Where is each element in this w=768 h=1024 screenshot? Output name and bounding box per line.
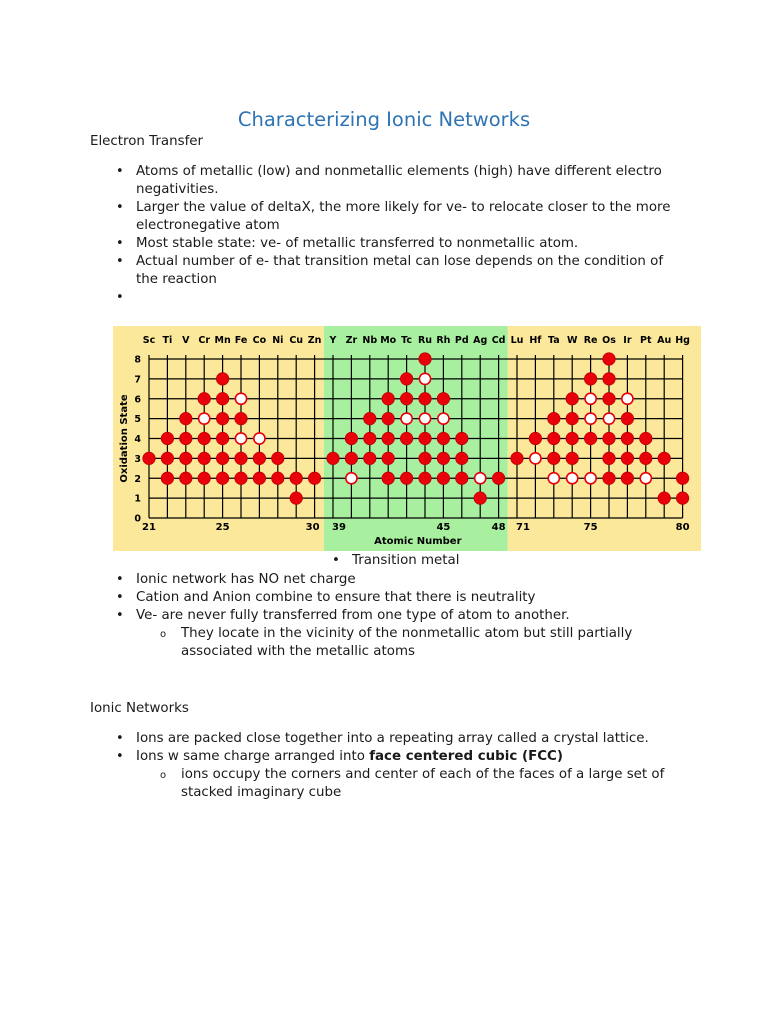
list-item: • Ve- are never fully transferred from one type of atom to another. o They locate in the vicinity of the nonmetallic atom but still partially associated with the metallic atoms: [0, 607, 676, 661]
data-point-open: [235, 433, 246, 444]
x-tick-label: 39: [332, 522, 346, 533]
y-tick-label: 5: [134, 414, 141, 426]
data-point-filled: [419, 393, 431, 405]
data-point-filled: [198, 393, 210, 405]
data-point-filled: [548, 412, 560, 424]
y-tick-label: 6: [134, 394, 141, 406]
list-item-empty: [0, 289, 676, 307]
data-point-filled: [511, 452, 523, 464]
element-label: Nb: [362, 335, 378, 346]
data-point-filled: [382, 432, 394, 444]
element-label: Tc: [401, 335, 413, 346]
data-point-filled: [603, 432, 615, 444]
section-heading-electron-transfer: Electron Transfer: [90, 134, 204, 149]
data-point-filled: [345, 432, 357, 444]
page-title: Characterizing Ionic Networks: [237, 108, 531, 131]
data-point-filled: [621, 452, 633, 464]
y-tick-label: 1: [134, 493, 141, 505]
element-label: Cu: [289, 335, 304, 346]
x-tick-label: 45: [436, 522, 451, 533]
data-point-open: [603, 413, 614, 424]
bullet-icon: •: [332, 553, 340, 568]
y-tick-label: 7: [134, 374, 141, 386]
data-point-filled: [658, 452, 670, 464]
data-point-open: [585, 413, 596, 424]
data-point-filled: [548, 452, 560, 464]
data-point-filled: [272, 452, 284, 464]
circle-bullet-icon: o: [160, 629, 167, 640]
element-label: Au: [657, 335, 672, 346]
data-point-filled: [235, 412, 247, 424]
data-point-filled: [216, 452, 228, 464]
element-label: Cd: [491, 335, 506, 346]
data-point-filled: [180, 412, 192, 424]
data-point-filled: [161, 432, 173, 444]
data-point-open: [235, 393, 246, 404]
element-label: Os: [602, 335, 616, 346]
data-point-filled: [400, 373, 412, 385]
bullet-icon: •: [116, 200, 124, 215]
data-point-open: [640, 473, 651, 484]
element-label: Rh: [436, 335, 451, 346]
data-point-filled: [566, 412, 578, 424]
data-point-open: [346, 473, 357, 484]
x-tick-label: 80: [675, 522, 690, 533]
data-point-filled: [198, 452, 210, 464]
list-item: • Larger the value of deltaX, the more likely for ve- to relocate closer to the more electronegative atom: [116, 200, 671, 233]
data-point-filled: [180, 452, 192, 464]
data-point-filled: [161, 472, 173, 484]
data-point-filled: [364, 412, 376, 424]
y-tick-label: 0: [134, 513, 141, 525]
chart-caption-list: [0, 552, 459, 570]
data-point-filled: [364, 452, 376, 464]
data-point-filled: [566, 393, 578, 405]
data-point-filled: [345, 452, 357, 464]
data-point-filled: [382, 452, 394, 464]
data-point-filled: [216, 432, 228, 444]
data-point-filled: [198, 472, 210, 484]
element-label: Mn: [214, 335, 231, 346]
data-point-filled: [180, 432, 192, 444]
data-point-filled: [566, 432, 578, 444]
data-point-filled: [382, 472, 394, 484]
data-point-filled: [621, 432, 633, 444]
x-axis-label: Atomic Number: [374, 536, 462, 547]
x-tick-label: 30: [305, 522, 320, 533]
element-label: Hf: [529, 335, 542, 346]
data-point-filled: [382, 412, 394, 424]
x-tick-label: 21: [142, 522, 156, 533]
element-label: Ni: [272, 335, 284, 346]
data-point-open: [419, 373, 430, 384]
data-point-filled: [290, 472, 302, 484]
element-label: Pt: [640, 335, 652, 346]
element-label: Pd: [454, 335, 469, 346]
data-point-open: [622, 393, 633, 404]
y-tick-label: 2: [134, 473, 141, 485]
data-point-filled: [437, 393, 449, 405]
data-point-filled: [400, 432, 412, 444]
data-point-filled: [180, 472, 192, 484]
element-label: Ta: [547, 335, 560, 346]
y-axis-label: Oxidation State: [119, 394, 130, 483]
data-point-filled: [437, 472, 449, 484]
list-item: • Cation and Anion combine to ensure that there is neutrality: [116, 590, 536, 605]
data-point-open: [438, 413, 449, 424]
data-point-filled: [216, 393, 228, 405]
element-label: Ru: [417, 335, 433, 346]
data-point-filled: [253, 452, 265, 464]
data-point-filled: [529, 432, 541, 444]
data-point-filled: [400, 393, 412, 405]
data-point-filled: [603, 472, 615, 484]
bullet-icon: •: [116, 164, 124, 179]
data-point-filled: [290, 492, 302, 504]
circle-bullet-icon: o: [160, 770, 167, 781]
oxidation-state-chart-svg: [113, 326, 701, 551]
element-label: Ir: [623, 335, 632, 346]
x-tick-label: 71: [516, 522, 530, 533]
data-point-filled: [419, 472, 431, 484]
data-point-filled: [308, 472, 320, 484]
data-point-filled: [603, 452, 615, 464]
data-point-filled: [676, 472, 688, 484]
list-item: • Ionic network has NO net charge: [116, 572, 356, 587]
data-point-filled: [327, 452, 339, 464]
y-tick-label: 3: [134, 453, 141, 465]
list-item: • Ions w same charge arranged into face centered cubic (FCC) o ions occupy the corners and center of each of the faces of a large set of stacked imaginary cube: [0, 748, 676, 802]
data-point-filled: [437, 432, 449, 444]
electron-transfer-list: [0, 163, 676, 307]
data-point-filled: [456, 452, 468, 464]
list-item: • Actual number of e- that transition metal can lose depends on the condition of the reaction: [116, 254, 664, 287]
element-label: Re: [583, 335, 598, 346]
oxidation-state-chart: [113, 326, 701, 551]
element-label: Lu: [510, 335, 524, 346]
data-point-open: [548, 473, 559, 484]
section-heading-ionic-networks: Ionic Networks: [90, 701, 189, 716]
data-point-filled: [382, 393, 394, 405]
data-point-filled: [603, 353, 615, 365]
element-label: Sc: [142, 335, 156, 346]
sub-list: [136, 766, 676, 802]
ionic-network-list: [0, 571, 676, 661]
data-point-filled: [198, 432, 210, 444]
data-point-filled: [621, 472, 633, 484]
data-point-filled: [419, 353, 431, 365]
bullet-icon: •: [116, 236, 124, 251]
sub-list-item: o They locate in the vicinity of the nonmetallic atom but still partially associated with the metallic atoms: [160, 626, 633, 659]
data-point-filled: [364, 432, 376, 444]
sub-list-item: o ions occupy the corners and center of each of the faces of a large set of stacked imaginary cube: [160, 767, 665, 800]
data-point-filled: [216, 472, 228, 484]
data-point-filled: [437, 452, 449, 464]
data-point-open: [530, 453, 541, 464]
bullet-icon: •: [116, 572, 124, 587]
element-label: Fe: [234, 335, 248, 346]
data-point-filled: [603, 373, 615, 385]
data-point-filled: [216, 373, 228, 385]
data-point-filled: [548, 432, 560, 444]
data-point-filled: [474, 492, 486, 504]
list-item: • Atoms of metallic (low) and nonmetallic elements (high) have different electro negativities.: [116, 164, 662, 197]
element-label: Hg: [675, 335, 690, 346]
data-point-filled: [253, 472, 265, 484]
data-point-open: [585, 393, 596, 404]
element-label: V: [182, 335, 190, 346]
data-point-filled: [676, 492, 688, 504]
bullet-icon: •: [116, 731, 124, 746]
ionic-networks-list: [0, 730, 676, 802]
x-tick-label: 75: [583, 522, 598, 533]
element-label: W: [566, 335, 578, 346]
element-label: Zn: [307, 335, 322, 346]
list-item: • Most stable state: ve- of metallic transferred to nonmetallic atom.: [116, 236, 579, 251]
data-point-open: [475, 473, 486, 484]
data-point-open: [567, 473, 578, 484]
data-point-filled: [640, 452, 652, 464]
data-point-filled: [456, 432, 468, 444]
data-point-filled: [492, 472, 504, 484]
bullet-icon: •: [116, 290, 124, 305]
data-point-filled: [400, 472, 412, 484]
x-tick-label: 25: [215, 522, 230, 533]
data-point-filled: [419, 432, 431, 444]
data-point-filled: [566, 452, 578, 464]
data-point-filled: [658, 492, 670, 504]
bullet-icon: •: [116, 608, 124, 623]
x-tick-label: 48: [491, 522, 506, 533]
sub-list: [136, 625, 676, 661]
bullet-icon: •: [116, 749, 124, 764]
list-item: • Ions are packed close together into a repeating array called a crystal lattice.: [116, 731, 649, 746]
data-point-filled: [143, 452, 155, 464]
bullet-icon: •: [116, 590, 124, 605]
data-point-open: [401, 413, 412, 424]
element-label: Cr: [198, 335, 211, 346]
data-point-open: [199, 413, 210, 424]
fcc-term: face centered cubic (FCC): [369, 749, 563, 764]
data-point-open: [419, 413, 430, 424]
element-label: Ag: [473, 335, 488, 346]
data-point-filled: [584, 373, 596, 385]
data-point-filled: [621, 412, 633, 424]
y-tick-label: 4: [134, 434, 141, 445]
data-point-filled: [272, 472, 284, 484]
data-point-filled: [456, 472, 468, 484]
data-point-filled: [161, 452, 173, 464]
element-label: Ti: [162, 335, 173, 346]
data-point-filled: [235, 452, 247, 464]
data-point-filled: [216, 412, 228, 424]
data-point-filled: [584, 432, 596, 444]
bullet-icon: •: [116, 254, 124, 269]
element-label: Mo: [380, 335, 397, 346]
data-point-open: [254, 433, 265, 444]
data-point-open: [585, 473, 596, 484]
chart-caption: • Transition metal: [332, 553, 460, 568]
element-label: Zr: [345, 335, 358, 346]
data-point-filled: [419, 452, 431, 464]
y-tick-label: 8: [134, 354, 141, 366]
element-label: Co: [252, 335, 267, 346]
data-point-filled: [603, 393, 615, 405]
data-point-filled: [235, 472, 247, 484]
data-point-filled: [640, 432, 652, 444]
element-label: Y: [329, 335, 337, 346]
